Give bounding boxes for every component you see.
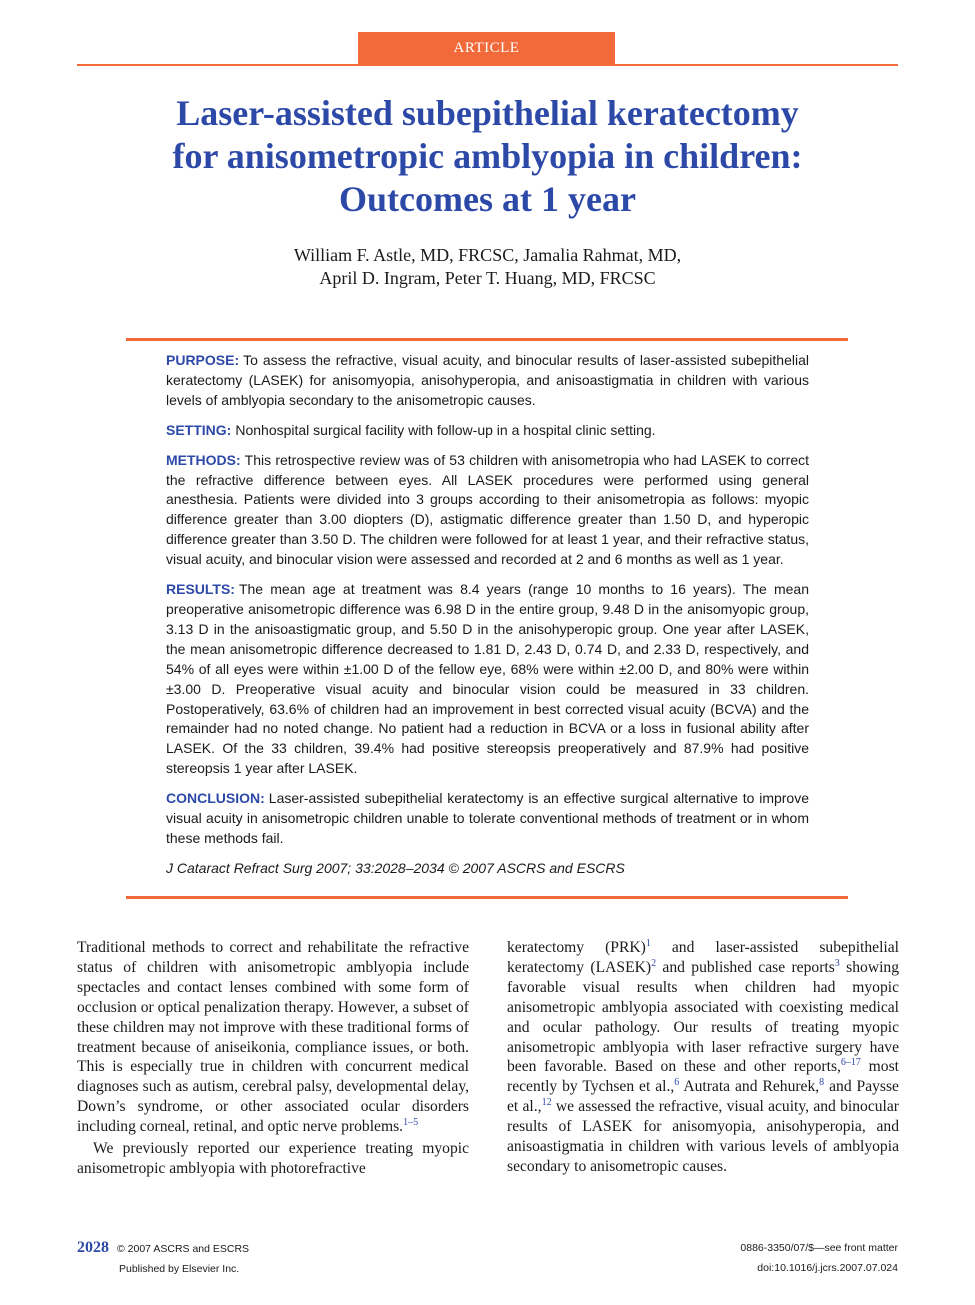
body-column-left [77, 938, 469, 1179]
reference-link[interactable]: 3 [834, 957, 840, 969]
authors-line-1: William F. Astle, MD, FRCSC, Jamalia Rahmat, MD, [293, 245, 682, 265]
results-label: RESULTS: [166, 581, 235, 598]
title-line-2: for anisometropic amblyopia in children: [172, 136, 803, 176]
abstract-setting [166, 421, 809, 441]
conclusion-text: Laser-assisted subepithelial keratectomy is an effective surgical alternative to improve visual acuity in anisometropic children unable to tolerate conventional methods of treatment or in whom these methods fail. [166, 790, 809, 846]
paragraph-text: and published case reports [656, 958, 835, 976]
abstract-purpose [166, 351, 809, 411]
abstract-results [166, 580, 809, 779]
paragraph-text: and laser-assisted subepithelial keratectomy (LASEK) [507, 939, 900, 976]
header-rule [77, 64, 898, 66]
abstract [166, 351, 809, 889]
article-title [77, 92, 898, 221]
paragraph-text: Traditional methods to correct and rehabilitate the refractive status of children with anisometropic amblyopia include spectacles and contact lenses combined with some form of occlusion or optical penalization therapy. However, a subset of these children may not improve with these traditional forms of treatment because of aniseikonia, compliance issues, or both. This is especially true in children with concurrent medical diagnoses such as autism, cerebral palsy, developmental delay, Down’s syndrome, or other associated ocular disorders including corneal, retinal, and optic nerve problems. [77, 939, 469, 1136]
journal-citation: J Cataract Refract Surg 2007; 33:2028–2034 © 2007 ASCRS and ESCRS [166, 859, 625, 876]
abstract-methods [166, 451, 809, 570]
reference-link[interactable]: 6 [674, 1077, 680, 1089]
body-paragraph [77, 938, 469, 1137]
setting-label: SETTING: [166, 421, 232, 438]
footer-right [740, 1238, 898, 1278]
page-number: 2028 [77, 1239, 109, 1256]
paragraph-text: we assessed the refractive, visual acuity, and binocular results of LASEK for anisomyopia, anisohyperopia, and anisoastigmatia in children with various levels of amblyopia secondary to anisometropic causes. [507, 1098, 899, 1175]
paragraph-text: and Paysse et al., [507, 1078, 899, 1116]
paragraph-text: Autrata and Rehurek, [679, 1078, 820, 1096]
methods-label: METHODS: [166, 451, 241, 468]
setting-text: Nonhospital surgical facility with follow-up in a hospital clinic setting. [235, 421, 656, 438]
footer-copyright: © 2007 ASCRS and ESCRS [117, 1243, 250, 1255]
author-list [77, 244, 898, 290]
footer-issn: 0886-3350/07/$—see front matter [740, 1242, 898, 1254]
abstract-bottom-rule [126, 896, 848, 899]
body-column-right [507, 938, 899, 1177]
purpose-text: To assess the refractive, visual acuity, and binocular results of laser-assisted subepithelial keratectomy (LASEK) for anisomyopia, anisohyperopia, and anisoastigmatia in children with various levels of amblyopia secondary to the anisometropic causes. [166, 352, 809, 408]
methods-text: This retrospective review was of 53 children with anisometropia who had LASEK to correct the refractive difference between eyes. All LASEK procedures were performed using general anesthesia. Patients were divided into 3 groups according to their anisometropia as follows: myopic difference greater than 3.00 diopters (D), astigmatic difference greater than 1.50 D, and hyperopic difference greater than 3.50 D. The children were followed for at least 1 year, and their refractive status, visual acuity, and binocular vision were assessed and recorded at 2 and 6 months as well as 1 year. [166, 451, 809, 568]
conclusion-label: CONCLUSION: [166, 790, 265, 807]
reference-link[interactable]: 12 [541, 1097, 552, 1109]
article-type-tag: ARTICLE [358, 32, 615, 65]
authors-line-2: April D. Ingram, Peter T. Huang, MD, FRCSC [319, 268, 656, 288]
paragraph-text: keratectomy (PRK) [507, 939, 646, 956]
reference-link[interactable]: 1–5 [403, 1116, 419, 1128]
reference-link[interactable]: 2 [651, 957, 657, 969]
abstract-top-rule [126, 338, 848, 341]
body-paragraph: We previously reported our experience treating myopic anisometropic amblyopia with photorefractive [77, 1140, 469, 1177]
body-paragraph [507, 938, 899, 1177]
paragraph-text: most recently by Tychsen et al., [507, 1058, 899, 1096]
footer-doi[interactable]: doi:10.1016/j.jcrs.2007.07.024 [757, 1262, 898, 1274]
results-text: The mean age at treatment was 8.4 years (range 10 months to 16 years). The mean preoperative anisometropic difference was 6.98 D in the entire group, 9.48 D in the anisomyopic group, 3.13 D in the anisoastigmatic group, and 5.50 D in the anisohyperopic group. One year after LASEK, the mean anisometropic difference decreased to 1.81 D, 2.43 D, 0.74 D, and 2.33 D, respectively, and 54% of all eyes were within ±1.00 D of the fellow eye, 68% were within ±2.00 D, and 80% were within ±3.00 D. Preoperative visual acuity and binocular vision could be measured in 33 children. Postoperatively, 63.6% of children had an improvement in best corrected visual acuity (BCVA) and the remainder had no noted change. No patient had a reduction in BCVA or a loss in fusional ability after LASEK. Of the 33 children, 39.4% had positive stereopsis preoperatively and 87.9% had positive stereopsis 1 year after LASEK. [166, 581, 809, 777]
footer-left [77, 1238, 249, 1279]
footer-publisher: Published by Elsevier Inc. [119, 1263, 240, 1275]
purpose-label: PURPOSE: [166, 352, 240, 368]
title-line-1: Laser-assisted subepithelial keratectomy [176, 93, 799, 133]
reference-link[interactable]: 8 [819, 1077, 825, 1089]
reference-link[interactable]: 1 [645, 937, 651, 949]
paragraph-text: showing favorable visual results when children had myopic anisometropic amblyopia associated with coexisting medical and ocular pathology. Our results of treating myopic anisometropic amblyopia with laser refractive surgery have been favorable. Based on these and other reports, [507, 958, 900, 1076]
reference-link[interactable]: 6–17 [840, 1057, 861, 1069]
abstract-conclusion [166, 789, 809, 849]
title-line-3: Outcomes at 1 year [339, 179, 636, 219]
